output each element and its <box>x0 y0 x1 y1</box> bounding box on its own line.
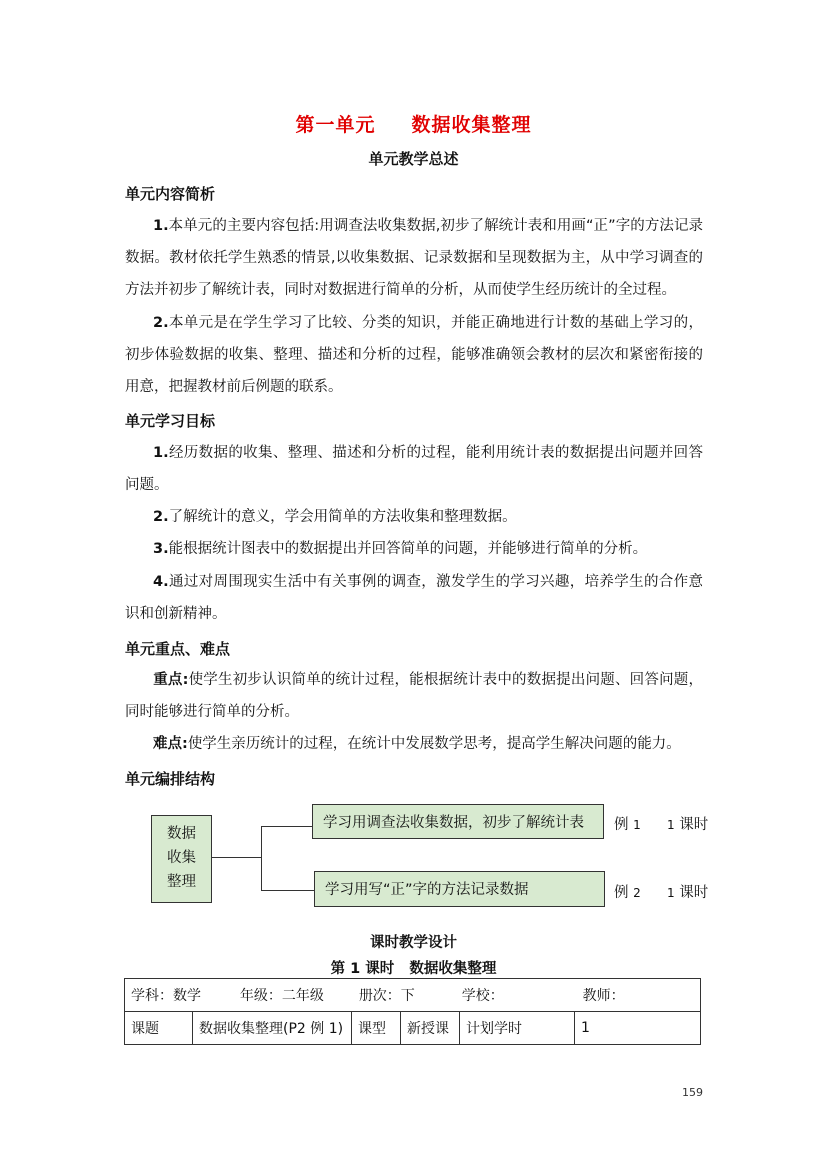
section-heading-structure: 单元编排结构 <box>125 770 216 788</box>
subject-label: 学科：数学 <box>131 988 201 1004</box>
table-row <box>125 979 701 1012</box>
section-heading-goals: 单元学习目标 <box>125 412 216 430</box>
school-label: 学校： <box>461 988 504 1004</box>
diagram-branch-2-hours: 1 课时 <box>667 885 709 901</box>
diagram-connector-bottom <box>261 890 314 891</box>
section-heading-key-points: 单元重点、难点 <box>125 640 231 658</box>
unit-title: 第一单元 数据收集整理 <box>295 114 532 136</box>
content-paragraph-1: 1.本单元的主要内容包括:用调查法收集数据,初步了解统计表和用画“正”字的方法记录数据。教材依托学生熟悉的情景,以收集数据、记录数据和呈现数据为主，从中学习调查的方法并初步了解统计表，同时对数据进行简单的分析，从而使学生经历统计的全过程。 <box>125 218 703 298</box>
key-point: 重点:使学生初步认识简单的统计过程，能根据统计表中的数据提出问题、回答问题，同时能够进行简单的分析。 <box>125 672 703 720</box>
diagram-root-line-2: 收集 <box>167 850 196 866</box>
goal-3: 3.能根据统计图表中的数据提出并回答简单的问题，并能够进行简单的分析。 <box>153 541 648 557</box>
goal-1: 1.经历数据的收集、整理、描述和分析的过程，能利用统计表的数据提出问题并回答问题。 <box>125 445 703 493</box>
plan-label-cell: 计划学时 <box>460 1012 575 1045</box>
lesson-subheading: 第 1 课时 数据收集整理 <box>330 961 497 977</box>
topic-label-cell: 课题 <box>125 1012 193 1045</box>
difficult-point: 难点:使学生亲历统计的过程，在统计中发展数学思考，提高学生解决问题的能力。 <box>153 736 681 752</box>
table-row <box>125 1012 701 1045</box>
diagram-branch-2: 学习用写“正”字的方法记录数据 <box>314 871 605 907</box>
content-paragraph-2: 2.本单元是在学生学习了比较、分类的知识，并能正确地进行计数的基础上学习的，初步体验数据的收集、整理、描述和分析的过程，能够准确领会教材的层次和紧密衔接的用意，把握教材前后例题的联系。 <box>125 315 703 395</box>
section-heading-content: 单元内容简析 <box>125 185 216 203</box>
grade-label: 年级：二年级 <box>239 988 324 1004</box>
diagram-root-box <box>151 815 212 903</box>
volume-label: 册次：下 <box>358 988 415 1004</box>
unit-subtitle: 单元教学总述 <box>368 150 459 168</box>
lesson-meta-cell <box>125 979 701 1012</box>
diagram-root-line-3: 整理 <box>167 874 196 890</box>
lesson-heading: 课时教学设计 <box>370 935 457 951</box>
type-value-cell: 新授课 <box>401 1012 460 1045</box>
lesson-info-table <box>124 978 701 1045</box>
diagram-branch-2-example: 例 2 <box>614 885 641 901</box>
diagram-root-line-1: 数据 <box>167 826 196 842</box>
topic-value-cell: 数据收集整理(P2 例 1) <box>193 1012 352 1045</box>
teacher-label: 教师： <box>582 988 625 1004</box>
diagram-connector-vertical <box>261 826 262 891</box>
goal-2: 2.了解统计的意义，学会用简单的方法收集和整理数据。 <box>153 509 517 525</box>
diagram-connector-horizontal <box>212 857 262 858</box>
goal-4: 4.通过对周围现实生活中有关事例的调查，激发学生的学习兴趣，培养学生的合作意识和创新精神。 <box>125 574 703 622</box>
diagram-branch-1-example: 例 1 <box>614 817 641 833</box>
plan-value-cell: 1 <box>575 1012 701 1045</box>
diagram-connector-top <box>261 826 312 827</box>
type-label-cell: 课型 <box>352 1012 401 1045</box>
page-number: 159 <box>682 1086 703 1099</box>
diagram-branch-1-hours: 1 课时 <box>667 817 709 833</box>
diagram-branch-1: 学习用调查法收集数据，初步了解统计表 <box>312 804 604 839</box>
